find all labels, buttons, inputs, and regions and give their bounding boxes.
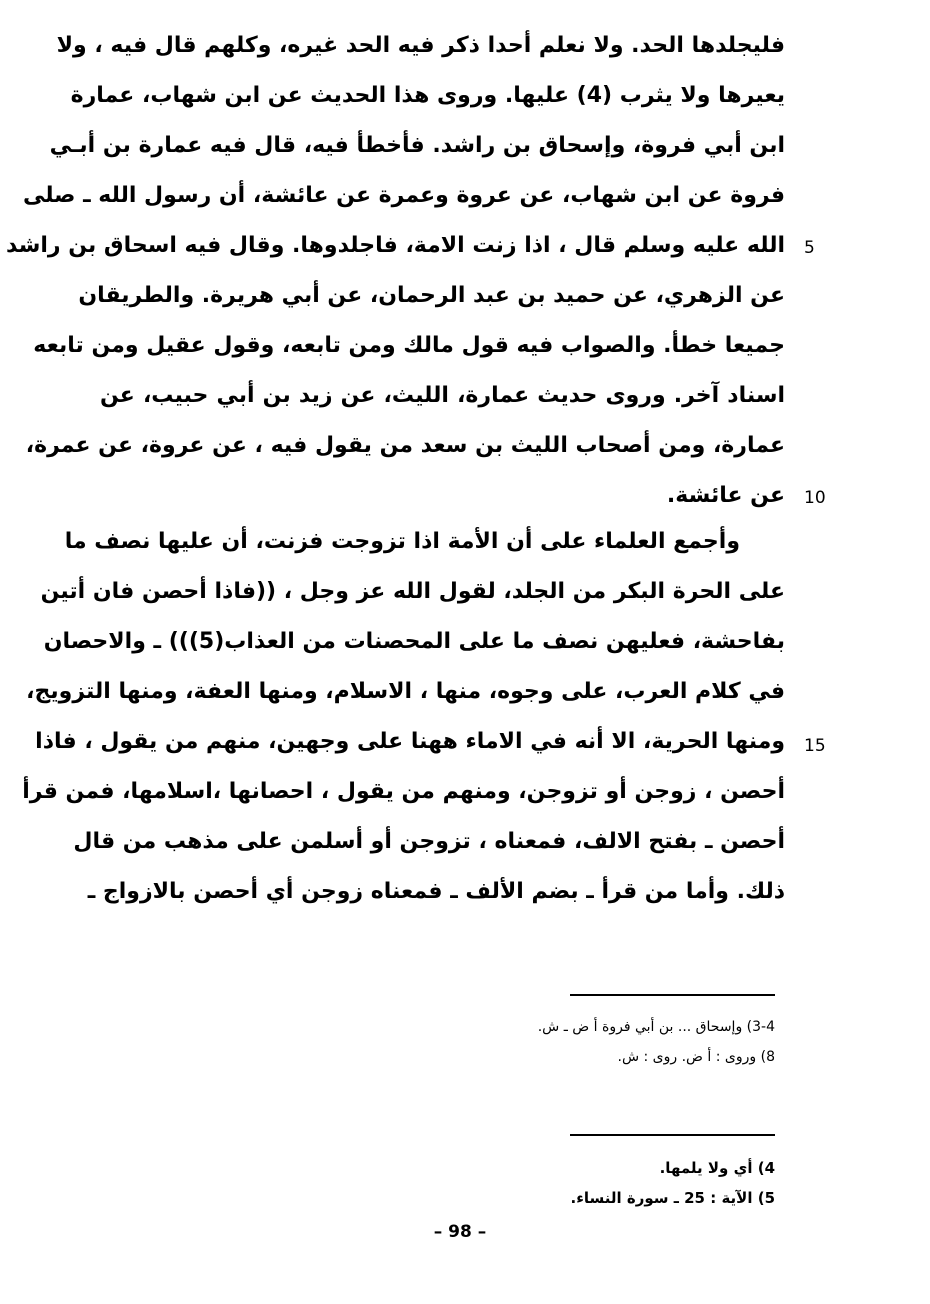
page-number: – 98 –: [433, 1222, 487, 1242]
footnote: 5) الآية : 25 ـ سورة النساء.: [570, 1189, 775, 1207]
text-line: اسناد آخر. وروى حديث عمارة، الليث، عن زيد بن أبي حبيب، عن: [100, 383, 785, 408]
text-line: ومنها الحرية، الا أنه في الاماء ههنا على وجهين، منهم من يقول ، فاذا: [35, 729, 785, 754]
line-number: 15: [804, 736, 826, 756]
text-line: بفاحشة، فعليهن نصف ما على المحصنات من العذاب(5))) ـ والاحصان: [43, 629, 785, 654]
apparatus-divider: [570, 994, 775, 996]
text-line: أحصن ـ بفتح الالف، فمعناه ، تزوجن أو أسلمن على مذهب من قال: [73, 829, 785, 854]
text-line: ابن أبي فروة، وإسحاق بن راشد. فأخطأ فيه، قال فيه عمارة بن أبـي: [49, 133, 785, 158]
paragraph-first-line: وأجمع العلماء على أن الأمة اذا تزوجت فزنت، أن عليها نصف ما: [64, 529, 740, 554]
text-line: فروة عن ابن شهاب، عن عروة وعمرة عن عائشة، أن رسول الله ـ صلى: [22, 183, 785, 208]
text-line: عن الزهري، عن حميد بن عبد الرحمان، عن أبي هريرة. والطريقان: [78, 283, 785, 308]
text-line: أحصن ، زوجن أو تزوجن، ومنهم من يقول ، احصانها ،اسلامها، فمن قرأ: [22, 779, 785, 804]
text-line: عن عائشة.: [666, 483, 785, 508]
footnote-divider: [570, 1134, 775, 1136]
text-line: فليجلدها الحد. ولا نعلم أحدا ذكر فيه الحد غيره، وكلهم قال فيه ، ولا: [56, 33, 785, 58]
apparatus-note: 8) وروى : أ ض. روى : ش.: [617, 1049, 775, 1065]
line-number: 5: [804, 238, 815, 258]
line-number: 10: [804, 488, 826, 508]
text-line: في كلام العرب، على وجوه، منها ، الاسلام، ومنها العفة، ومنها التزويج،: [26, 679, 785, 704]
text-line: على الحرة البكر من الجلد، لقول الله عز وجل ، ((فاذا أحصن فان أتين: [40, 579, 785, 604]
apparatus-note: 3-4) وإسحاق ... بن أبي فروة أ ض ـ ش.: [537, 1019, 775, 1035]
text-line: ذلك. وأما من قرأ ـ بضم الألف ـ فمعناه زوجن أي أحصن بالازواج ـ: [87, 879, 785, 904]
text-line: عمارة، ومن أصحاب الليث بن سعد من يقول فيه ، عن عروة، عن عمرة،: [25, 433, 785, 458]
text-line: يعيرها ولا يثرب (4) عليها. وروى هذا الحديث عن ابن شهاب، عمارة: [70, 83, 785, 108]
text-line: جميعا خطأ. والصواب فيه قول مالك ومن تابعه، وقول عقيل ومن تابعه: [33, 333, 785, 358]
text-line: الله عليه وسلم قال ، اذا زنت الامة، فاجلدوها. وقال فيه اسحاق بن راشد: [6, 233, 785, 258]
footnote: 4) أي ولا يلمها.: [659, 1159, 775, 1177]
